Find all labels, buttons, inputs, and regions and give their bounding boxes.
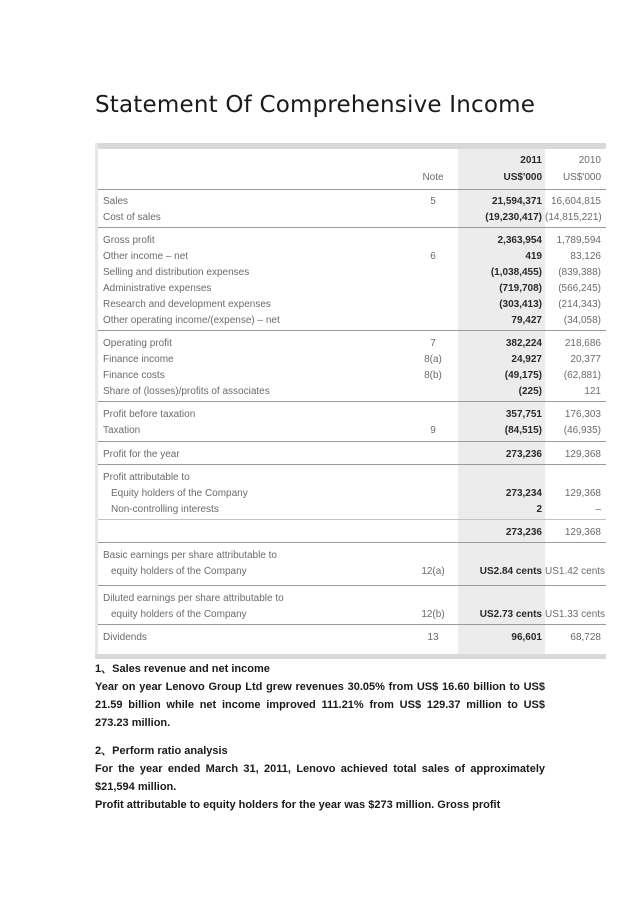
section1-body: Year on year Lenovo Group Ltd grew revenues 30.05% from US$ 16.60 billion to US$ 21.59 billion while net income improved 111.21% from US$ 129.37 million to US$ 273.23 million. <box>95 681 545 729</box>
row-value-2010: (566,245) <box>558 283 601 294</box>
income-statement-table <box>95 143 606 659</box>
row-divider <box>98 227 606 228</box>
row-value-2010: (62,881) <box>563 370 601 381</box>
row-value-2010: 121 <box>584 386 601 397</box>
row-value-2010: US1.42 cents <box>545 566 606 577</box>
row-label: Finance income <box>103 354 174 365</box>
row-label: Other income – net <box>103 251 189 262</box>
row-value-2011: (19,230,417) <box>485 212 542 223</box>
row-value-2011: 273,236 <box>505 527 542 538</box>
table-row <box>95 632 606 646</box>
row-value-2010: (14,815,221) <box>545 212 602 223</box>
header-unit-row <box>95 172 606 186</box>
row-note: 6 <box>430 251 436 262</box>
header-year-row <box>95 155 606 169</box>
table-row <box>95 370 606 384</box>
row-label: Non-controlling interests <box>111 504 219 515</box>
header-divider <box>98 189 606 190</box>
row-note: 8(b) <box>424 370 442 381</box>
row-label: Basic earnings per share attributable to <box>103 550 277 561</box>
row-label: Equity holders of the Company <box>111 488 248 499</box>
row-value-2010: 20,377 <box>570 354 601 365</box>
row-label: Cost of sales <box>103 212 161 223</box>
section2-heading: 2、Perform ratio analysis <box>95 745 228 757</box>
row-value-2011: 419 <box>525 251 542 262</box>
table-row <box>95 449 606 463</box>
row-label: equity holders of the Company <box>111 609 247 620</box>
row-note: 8(a) <box>424 354 442 365</box>
row-value-2011: 96,601 <box>511 632 542 643</box>
row-label: Profit attributable to <box>103 472 190 483</box>
row-note: 5 <box>430 196 436 207</box>
row-value-2010: (214,343) <box>558 299 601 310</box>
row-divider <box>98 624 606 625</box>
row-value-2011: 273,234 <box>505 488 542 499</box>
section2-body-2: Profit attributable to equity holders for the year was $273 million. Gross profit <box>95 799 501 811</box>
row-label: Profit before taxation <box>103 409 196 420</box>
table-row <box>95 299 606 313</box>
row-divider <box>98 464 606 465</box>
row-value-2010: (34,058) <box>563 315 601 326</box>
row-note: 7 <box>430 338 436 349</box>
row-value-2010: 1,789,594 <box>556 235 601 246</box>
row-label: Dividends <box>103 632 147 643</box>
header-year-2011: 2011 <box>520 155 542 166</box>
table-row <box>95 609 606 623</box>
row-value-2010: 218,686 <box>564 338 601 349</box>
table-row <box>95 315 606 329</box>
header-unit-2011: US$'000 <box>503 172 542 183</box>
row-value-2011: (1,038,455) <box>490 267 542 278</box>
row-value-2011: 21,594,371 <box>491 196 542 207</box>
table-row <box>95 488 606 502</box>
row-value-2011: 24,927 <box>511 354 542 365</box>
row-value-2011: (719,708) <box>499 283 542 294</box>
table-row <box>95 196 606 210</box>
row-note: 9 <box>430 425 436 436</box>
row-value-2011: (84,515) <box>504 425 542 436</box>
header-unit-2010: US$'000 <box>562 172 601 183</box>
section2-body-1: For the year ended March 31, 2011, Lenovo achieved total sales of approximately $21,594 million. <box>95 763 545 793</box>
row-value-2010: US1.33 cents <box>545 609 606 620</box>
table-row <box>95 504 606 518</box>
row-value-2011: 2,363,954 <box>497 235 542 246</box>
table-row <box>95 235 606 249</box>
table-row <box>95 212 606 226</box>
row-value-2010: – <box>595 504 601 515</box>
section-sales-revenue <box>95 660 545 732</box>
row-divider <box>98 401 606 402</box>
row-value-2011: US2.73 cents <box>479 609 542 620</box>
table-row <box>95 593 606 607</box>
row-value-2010: 129,368 <box>564 449 601 460</box>
row-value-2011: 2 <box>536 504 542 515</box>
table-row <box>95 354 606 368</box>
table-row <box>95 267 606 281</box>
row-value-2010: 129,368 <box>564 488 601 499</box>
row-divider <box>98 441 606 442</box>
row-divider <box>98 519 606 520</box>
row-value-2010: 176,303 <box>564 409 601 420</box>
page-title: Statement Of Comprehensive Income <box>95 92 536 118</box>
row-label: Share of (losses)/profits of associates <box>103 386 270 397</box>
row-value-2011: 273,236 <box>505 449 542 460</box>
row-label: Finance costs <box>103 370 165 381</box>
row-value-2011: (49,175) <box>504 370 542 381</box>
row-label: Operating profit <box>103 338 172 349</box>
row-divider <box>98 585 606 586</box>
row-value-2010: 68,728 <box>570 632 601 643</box>
row-value-2010: (46,935) <box>563 425 601 436</box>
row-label: Administrative expenses <box>103 283 212 294</box>
row-value-2010: 129,368 <box>564 527 601 538</box>
table-row <box>95 386 606 400</box>
row-note: 12(b) <box>421 609 445 620</box>
row-value-2011: 79,427 <box>511 315 542 326</box>
row-value-2010: 16,604,815 <box>550 196 601 207</box>
header-year-2010: 2010 <box>578 155 601 166</box>
row-note: 12(a) <box>421 566 445 577</box>
table-row <box>95 338 606 352</box>
header-note: Note <box>422 172 444 183</box>
table-row <box>95 251 606 265</box>
row-value-2010: 83,126 <box>570 251 601 262</box>
table-row <box>95 283 606 297</box>
row-label: Research and development expenses <box>103 299 271 310</box>
row-divider <box>98 330 606 331</box>
row-label: Sales <box>103 196 129 207</box>
row-value-2011: 357,751 <box>505 409 542 420</box>
table-bottom-border <box>95 654 606 659</box>
table-row <box>95 425 606 439</box>
row-label: Profit for the year <box>103 449 180 460</box>
row-value-2011: (303,413) <box>499 299 542 310</box>
table-row <box>95 566 606 580</box>
row-value-2011: US2.84 cents <box>479 566 542 577</box>
row-value-2011: (225) <box>518 386 542 397</box>
row-label: Taxation <box>103 425 141 436</box>
section-ratio-analysis <box>95 742 545 814</box>
table-row <box>95 527 606 541</box>
table-row <box>95 472 606 486</box>
row-note: 13 <box>427 632 439 643</box>
row-label: Selling and distribution expenses <box>103 267 250 278</box>
section1-heading: 1、Sales revenue and net income <box>95 663 270 675</box>
row-label: Diluted earnings per share attributable to <box>103 593 284 604</box>
table-row <box>95 409 606 423</box>
row-label: equity holders of the Company <box>111 566 247 577</box>
row-label: Gross profit <box>103 235 155 246</box>
row-divider <box>98 542 606 543</box>
row-label: Other operating income/(expense) – net <box>103 315 280 326</box>
row-value-2010: (839,388) <box>558 267 601 278</box>
table-row <box>95 550 606 564</box>
row-value-2011: 382,224 <box>505 338 542 349</box>
